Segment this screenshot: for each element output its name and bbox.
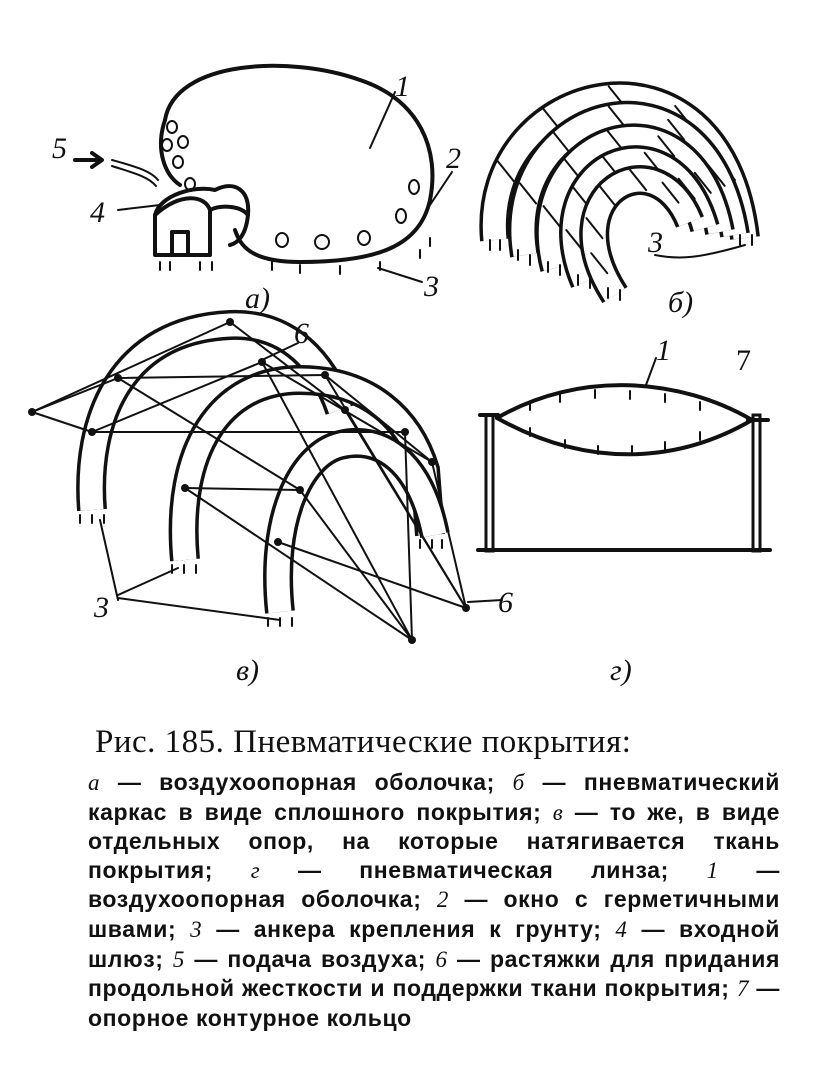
panel-a-air-supported-shell	[52, 66, 461, 315]
stay-node	[296, 486, 304, 494]
legend-key: в	[552, 799, 564, 825]
callout-v-3: 3	[94, 591, 109, 624]
stay-node	[401, 428, 409, 436]
panel-label-v: в)	[236, 654, 260, 687]
legend-key: 3	[190, 916, 203, 942]
legend-key: 7	[736, 976, 750, 1002]
legend-text: — анкера крепления к грунту;	[202, 915, 616, 942]
stay-node	[181, 484, 189, 492]
panel-v-separate-arches	[28, 317, 513, 687]
legend-text: — воздухоопорная оболочка;	[100, 769, 513, 795]
stay-node	[462, 604, 470, 612]
legend-text: — опорное контурное кольцо	[88, 975, 781, 1031]
shell-windows	[162, 121, 419, 249]
panel-g-pneumatic-lens	[478, 334, 770, 687]
legend-text: — растяжки для придания продольной жесткости и поддержки ткани покрытия;	[88, 945, 780, 1002]
stay-cable	[32, 322, 230, 412]
panel-label-b: б)	[668, 286, 694, 319]
callout-a-5: 5	[52, 132, 67, 165]
stay-node	[88, 428, 96, 436]
callout-a-3: 3	[424, 270, 439, 303]
stay-node	[428, 458, 436, 466]
entrance-airlock	[155, 186, 248, 255]
callout-v-6-right: 6	[498, 586, 513, 619]
legend-key: 1	[706, 857, 719, 883]
legend-key: г	[250, 857, 261, 883]
callout-a-2: 2	[446, 142, 461, 175]
legend-text: — пневматическая линза;	[260, 856, 707, 883]
callout-a-1: 1	[395, 70, 410, 103]
stay-cable	[278, 542, 466, 608]
legend-key: а	[88, 770, 101, 795]
stay-cable	[432, 462, 466, 608]
callout-g-7: 7	[736, 344, 751, 377]
legend-text: — пневматический каркас в виде сплошного покрытия;	[88, 769, 780, 825]
legend-text: — окно с герметичными швами;	[88, 886, 780, 942]
legend-key: 6	[435, 946, 448, 972]
legend-text: — то же, в виде отдельных опор, на которые натягивается ткань покрытия;	[88, 798, 780, 883]
figure-caption-legend	[88, 768, 780, 1032]
stay-cable	[32, 412, 92, 432]
stay-node	[321, 371, 329, 379]
legend-key: 4	[615, 916, 628, 942]
legend-key: 5	[172, 946, 186, 972]
legend-key: 2	[436, 887, 450, 913]
callout-v-6-top: 6	[294, 317, 309, 350]
stay-node	[341, 406, 349, 414]
panel-label-a: а)	[245, 282, 270, 315]
stay-node	[408, 636, 416, 644]
stay-cable	[300, 490, 412, 640]
legend-text: — воздухоопорная оболочка;	[88, 856, 780, 913]
frame-tube-arch	[586, 170, 690, 295]
callout-a-4: 4	[90, 196, 105, 229]
stay-node	[274, 538, 282, 546]
legend-key: б	[512, 770, 525, 795]
legend-text: — подача воздуха;	[185, 945, 436, 972]
callout-g-1: 1	[656, 334, 671, 367]
ground-anchors-v	[80, 515, 442, 626]
stay-node	[114, 374, 122, 382]
stay-node	[226, 318, 234, 326]
support-tube-arch	[278, 443, 435, 612]
callout-b-3: 3	[648, 226, 663, 259]
panel-b-continuous-frame	[490, 86, 752, 319]
stay-node	[28, 408, 36, 416]
figure-caption-title: Рис. 185. Пневматические покрытия:	[95, 724, 632, 760]
legend-text: — входной шлюз;	[88, 915, 780, 972]
panel-label-g: г)	[610, 654, 632, 687]
